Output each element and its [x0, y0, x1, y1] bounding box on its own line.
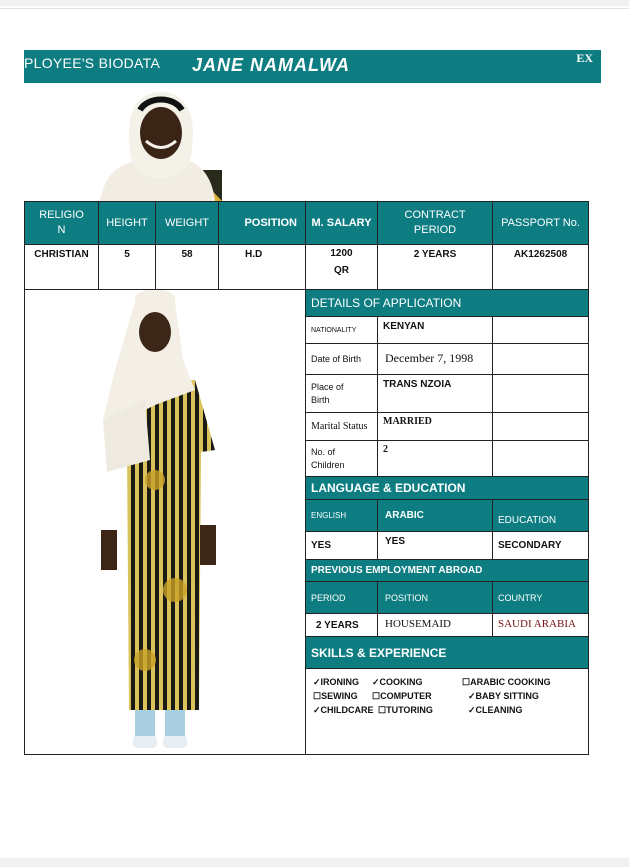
skill-cleaning: ✓CLEANING — [468, 705, 523, 715]
title-banner — [24, 50, 601, 83]
skill-ironing: ✓IRONING — [313, 677, 360, 687]
value-weight: 58 — [155, 244, 219, 290]
header-religion: RELIGIO N — [24, 201, 99, 245]
period-label: PERIOD — [305, 581, 378, 614]
arabic-label: ARABIC — [377, 499, 493, 532]
biodata-label: PLOYEE'S BIODATA — [24, 55, 161, 71]
education-value: SECONDARY — [492, 531, 589, 560]
nationality-value: KENYAN — [377, 316, 493, 344]
details-section-title: DETAILS OF APPLICATION — [305, 289, 589, 317]
nationality-extra — [492, 316, 589, 344]
pob-extra — [492, 374, 589, 413]
header-weight: WEIGHT — [155, 201, 219, 245]
language-section-title: LANGUAGE & EDUCATION — [305, 476, 589, 500]
pob-value: TRANS NZOIA — [377, 374, 493, 413]
page-bottom-strip — [0, 858, 629, 867]
header-position: POSITION — [218, 201, 306, 245]
header-passport: PASSPORT No. — [492, 201, 589, 245]
dob-extra — [492, 343, 589, 375]
arabic-value: YES — [377, 531, 493, 560]
education-label: EDUCATION — [492, 499, 589, 532]
value-religion: CHRISTIAN — [24, 244, 99, 290]
dob-label: Date of Birth — [305, 343, 378, 375]
period-value: 2 YEARS — [305, 613, 378, 637]
pob-label: Place of Birth — [305, 374, 378, 413]
children-extra — [492, 440, 589, 477]
employment-section-title: PREVIOUS EMPLOYMENT ABROAD — [305, 559, 589, 582]
header-salary: M. SALARY — [305, 201, 378, 245]
country-label: COUNTRY — [492, 581, 589, 614]
value-salary: 1200 QR — [305, 244, 378, 290]
marital-label: Marital Status — [305, 412, 378, 441]
marital-value: MARRIED — [377, 412, 493, 441]
skill-cooking: ✓COOKING — [372, 677, 423, 687]
english-label: ENGLISH — [305, 499, 378, 532]
children-value: 2 — [377, 440, 493, 477]
value-passport: AK1262508 — [492, 244, 589, 290]
value-height: 5 — [98, 244, 156, 290]
children-label: No. of Children — [305, 440, 378, 477]
dob-value: December 7, 1998 — [377, 343, 493, 375]
portrait-photo — [100, 88, 222, 201]
skills-box — [305, 668, 589, 755]
skill-tutoring: ☐TUTORING — [378, 705, 433, 715]
marital-extra — [492, 412, 589, 441]
skill-sewing: ☐SEWING — [313, 691, 358, 701]
skill-arabic-cooking: ☐ARABIC COOKING — [462, 677, 551, 687]
employment-position-label: POSITION — [377, 581, 493, 614]
value-position: H.D — [218, 244, 306, 290]
header-height: HEIGHT — [98, 201, 156, 245]
employment-position-value: HOUSEMAID — [377, 613, 493, 637]
applicant-name: JANE NAMALWA — [192, 55, 351, 75]
corner-label: EX — [576, 51, 593, 65]
skills-section-title: SKILLS & EXPERIENCE — [305, 636, 589, 669]
full-body-photo — [95, 290, 227, 754]
value-contract: 2 YEARS — [377, 244, 493, 290]
page-top-rule — [0, 8, 629, 9]
page-top-strip — [0, 0, 629, 6]
country-value: SAUDI ARABIA — [492, 613, 589, 637]
skill-childcare: ✓CHILDCARE — [313, 705, 374, 715]
full-body-photo-frame — [24, 289, 306, 755]
skill-baby-sitting: ✓BABY SITTING — [468, 691, 539, 701]
header-contract: CONTRACT PERIOD — [377, 201, 493, 245]
nationality-label: NATIONALITY — [305, 316, 378, 344]
skill-computer: ☐COMPUTER — [372, 691, 432, 701]
english-value: YES — [305, 531, 378, 560]
